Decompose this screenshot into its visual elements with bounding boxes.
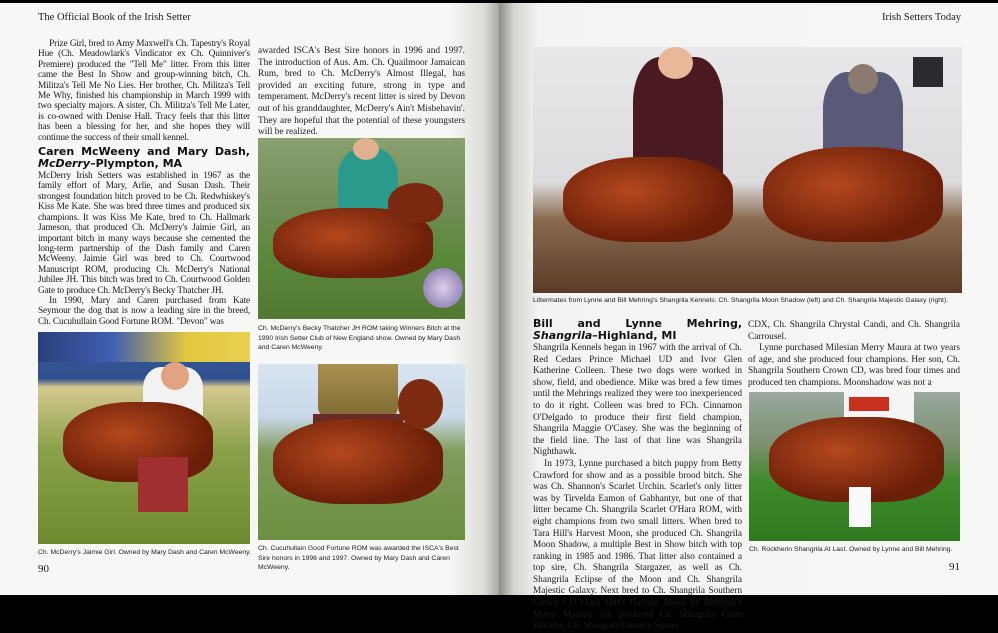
left-column-1 [38,39,250,327]
heading-kennel: McDerry [38,157,91,171]
heading-place: –Plympton, MA [90,157,183,171]
photo-jaimie-girl [38,332,250,544]
running-head-right: Irish Setters Today [882,12,961,23]
caption-littermates: Littermates from Lynne and Bill Mehring's Shangrila Kennels: Ch. Shangrila Moon Shadow (left) and Ch. Shangrila Majestic Galaxy (right). [533,297,949,304]
body-paragraph: awarded ISCA's Best Sire honors in 1996 and 1997. The introduction of Aus. Am. Ch. Quailmoor Jamaican Rum, bred to Ch. McDerry's Almost Illegal, has provided an exciting future, strong in type and temperament. McDerry's recent litter is sired by Devon out of his granddaughter, McDerry's Ain't Misbehavin'. They are hopeful that the potential of these youngsters will be realized. [258,46,465,138]
section-heading-shangrila [533,318,742,342]
caption-rockherin: Ch. Rockherin Shangrila At Last. Owned by Lynne and Bill Mehring. [749,546,953,553]
photo-rockherin-at-last [749,392,960,541]
heading-kennel: Shangrila [533,329,593,342]
right-page [499,3,998,632]
heading-place: –Highland, MI [592,329,677,342]
intro-paragraph: Prize Girl, bred to Amy Maxwell's Ch. Tapestry's Royal Hue (Ch. Meadowlark's Vindicator ex Ch. Quinniver's Premiere) produced the "Tell Me" litter. From this litter came the Best In Show and group-winning bitch, Ch. Militza's Tell Me No Lies. Her brother, Ch. Militza's Tell Me Why, finished his championship in March 1999 with two specialty majors. A sister, Ch. Militza's Tell Me Later, is co-owned with Denise Hall. Tracy feels that this litter has been a blessing for her, and she hopes they will continue the success of their small kennel. [38,39,250,143]
body-paragraph: McDerry Irish Setters was established in 1967 as the family effort of Mary, Arlie, and Susan Dash. Their strongest foundation bitch proved to be Ch. Redwhiskey's Kiss Me Kate. She was bred three times and produced six champions. It was Kiss Me Kate, bred to Ch. Hallmark Jameson, that produced Ch. McDerry's Jaimie Girl, an important bitch in many ways because she cemented the long-term partnership of the Dash family and Caren McWeeny. Jaimie Girl was bred to Ch. Courtwood Manuscript ROM, producing Ch. McDerry's National Jubilee JH. This bitch was bred to Ch. Courtwood Golden Gate to produce Ch. McDerry's Becky Thatcher JH. [38,171,250,296]
caption-becky-thatcher: Ch. McDerry's Becky Thatcher JH ROM taking Winners Bitch at the 1990 Irish Setter Club of New England show. Owned by Mary Dash and Caren McWeeny. [258,325,461,351]
body-paragraph: In 1973, Lynne purchased a bitch puppy from Betty Crawford for show and as a possible brood bitch. She was Ch. Shannon's Scarlet Urchin. Scarlet's only litter was by Tirvelda Eamon of Gabhantyr, but one of that litter became Ch. Shangrila Scarlet O'Hara ROM, with eight champions from two small litters. When bred to Tara Hill's Harvest Moon, she produced Ch. Shangrila Moon Shadow, a multiple Best in Show bitch with top ranking in 1985 and 1986. That litter also contained a top sire, Ch. Shangrila Stargazer, as well as Ch. Shangrila Eclipse of the Moon and Ch. Shangrila Majestic Galaxy. Next bred to Ch. Shangrila Southern Crown CD (Tara Hill's Harvest Moon ex Milesian's Merry Maura), she produced Ch. Shangrila Carte Blanche, Ch. Shangrila Country Squire [533,458,742,632]
section-heading-mcderry [38,146,250,170]
right-column-1 [533,314,742,633]
body-paragraph: Lynne purchased Milesian Merry Maura at two years of age, and she produced four champions. Her son, Ch. Shangrila Southern Crown CD, was bred four times and produced ten champions. Moonshadow was not a [748,343,960,388]
right-column-2 [748,320,960,390]
body-paragraph: In 1990, Mary and Caren purchased from Kate Seymour the dog that is now a leading sire in the breed, Ch. Cucuhullain Good Fortune ROM. "Devon" was [38,295,250,327]
photo-good-fortune [258,364,465,540]
caption-good-fortune: Ch. Cucuhullain Good Fortune ROM was awarded the ISCA's Best Sire honors in 1996 and 1997. Owned by Mary Dash and Caren McWeeny. [258,545,459,571]
page-number-left: 90 [38,563,49,575]
body-paragraph: Shangrila Kennels began in 1967 with the arrival of Ch. Red Cedars Prince Michael UD and Ivor Glen Katherine Colleen. These two dogs were worked in show, field, and obedience. Mike was bred a few times until the Mehrings realized they were too inexperienced to do it right. Colleen was bred to FCh. Cinnamon O'Delgado to produce their first field champion, Shangrila Maggie O'Casey. She was the beginning of the field line. The last of that line was Shangrila Nighthawk. [533,343,742,458]
page-number-right: 91 [949,561,960,573]
caption-jaimie-girl: Ch. McDerry's Jaimie Girl. Owned by Mary Dash and Caren McWeeny. [38,549,251,556]
left-column-2 [258,46,465,139]
photo-becky-thatcher [258,138,465,319]
running-head-left: The Official Book of the Irish Setter [38,12,191,23]
body-paragraph: CDX, Ch. Shangrila Chrystal Candi, and Ch. Shangrila Carrousel. [748,320,960,342]
photo-shangrila-littermates [533,47,962,293]
left-page [0,3,499,595]
heading-names: Caren McWeeny and Mary Dash, [38,145,250,159]
heading-names: Bill and Lynne Mehring, [533,317,742,330]
